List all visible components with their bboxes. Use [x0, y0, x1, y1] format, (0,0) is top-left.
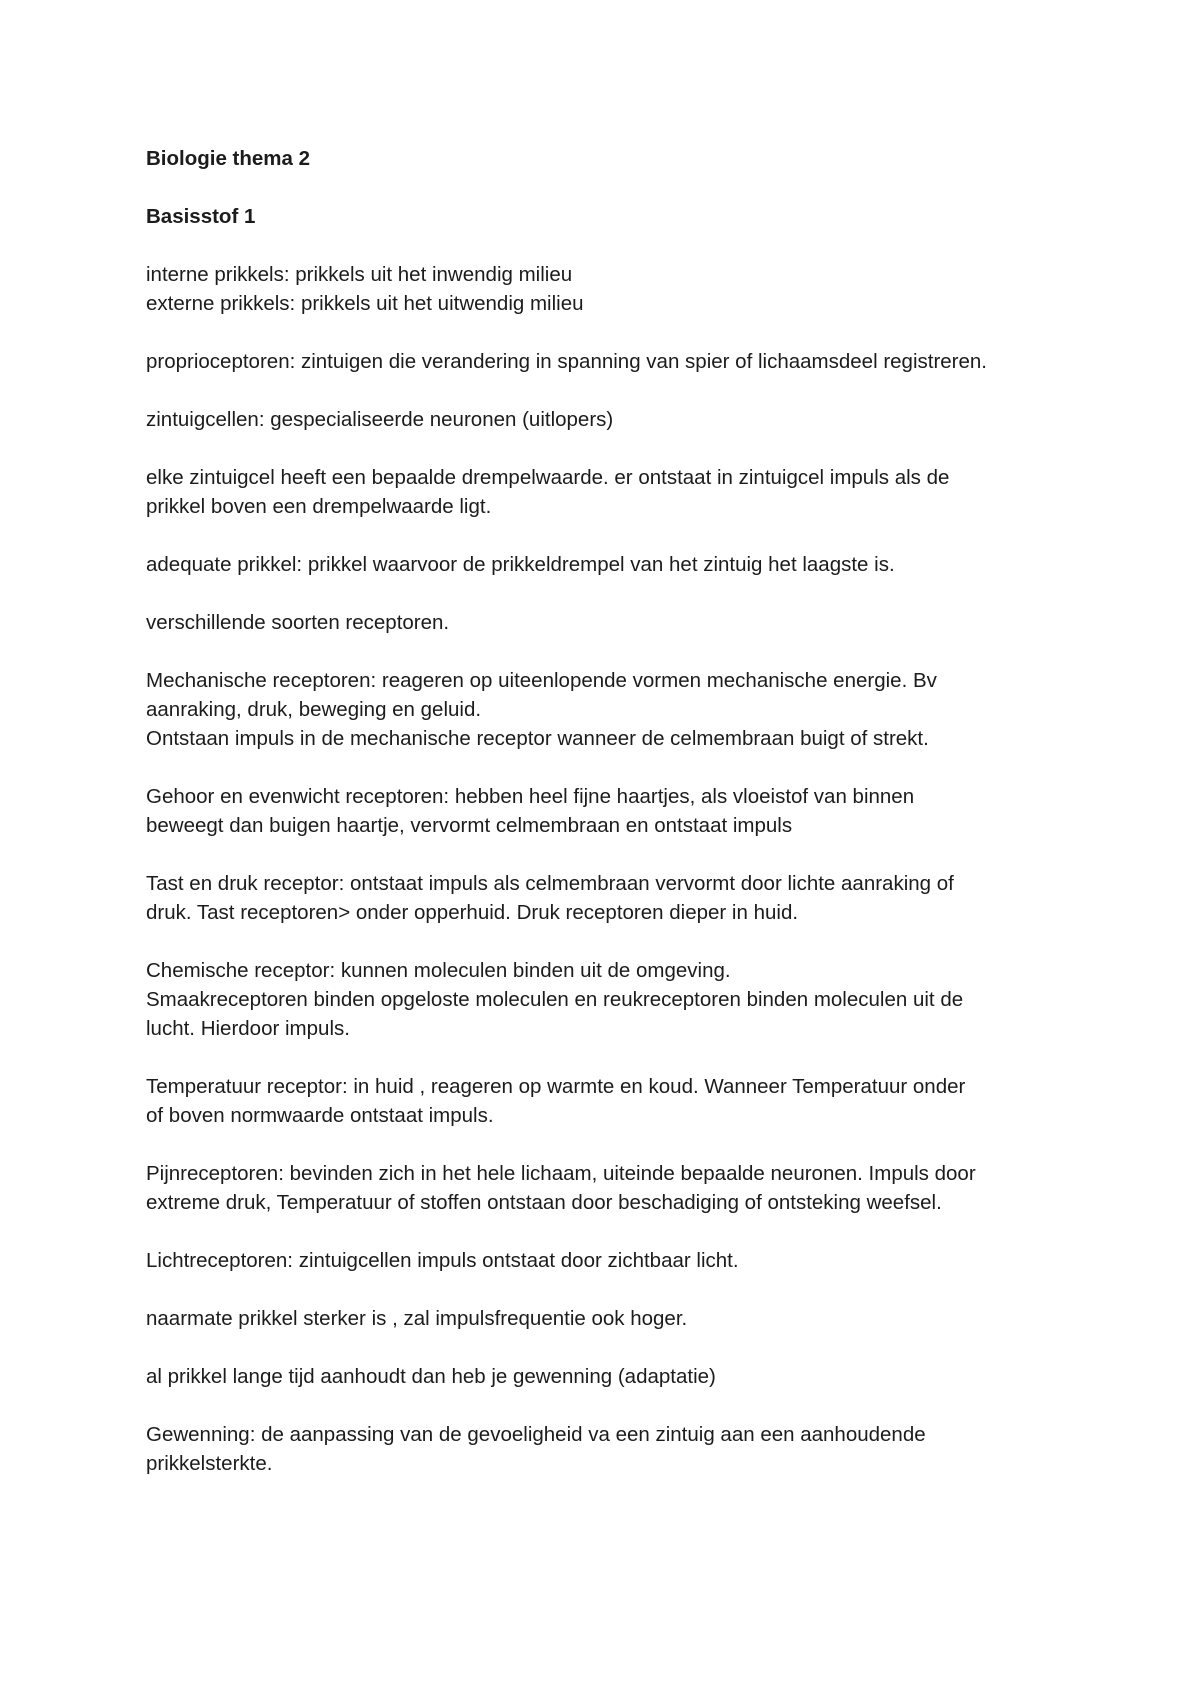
text-line: Temperatuur receptor: in huid , reageren op warmte en koud. Wanneer Temperatuur onder — [146, 1075, 966, 1098]
paragraph — [146, 463, 1086, 521]
text-line: Mechanische receptoren: reageren op uiteenlopende vormen mechanische energie. Bv — [146, 669, 937, 692]
text-line: lucht. Hierdoor impuls. — [146, 1017, 350, 1040]
text-line: prikkel boven een drempelwaarde ligt. — [146, 495, 492, 518]
text-line: Tast en druk receptor: ontstaat impuls als celmembraan vervormt door lichte aanraking of — [146, 872, 954, 895]
text-line: externe prikkels: prikkels uit het uitwendig milieu — [146, 292, 584, 315]
paragraph — [146, 1362, 1086, 1391]
paragraph — [146, 550, 1086, 579]
section-heading: Basisstof 1 — [146, 205, 256, 228]
paragraph — [146, 1072, 1086, 1130]
paragraph — [146, 1304, 1086, 1333]
text-line: aanraking, druk, beweging en geluid. — [146, 698, 482, 721]
text-line: al prikkel lange tijd aanhoudt dan heb je gewenning (adaptatie) — [146, 1365, 716, 1388]
paragraph — [146, 666, 1086, 753]
text-line: prikkelsterkte. — [146, 1452, 273, 1475]
document-body — [146, 260, 1086, 1478]
text-line: Gewenning: de aanpassing van de gevoeligheid va een zintuig aan een aanhoudende — [146, 1423, 926, 1446]
paragraph — [146, 347, 1086, 376]
text-line: Pijnreceptoren: bevinden zich in het hele lichaam, uiteinde bepaalde neuronen. Impuls door — [146, 1162, 976, 1185]
text-line: Lichtreceptoren: zintuigcellen impuls ontstaat door zichtbaar licht. — [146, 1249, 739, 1272]
text-line: proprioceptoren: zintuigen die verandering in spanning van spier of lichaamsdeel registreren. — [146, 350, 988, 373]
text-line: verschillende soorten receptoren. — [146, 611, 450, 634]
text-line: of boven normwaarde ontstaat impuls. — [146, 1104, 494, 1127]
paragraph — [146, 782, 1086, 840]
text-line: extreme druk, Temperatuur of stoffen ontstaan door beschadiging of ontsteking weefsel. — [146, 1191, 942, 1214]
text-line: druk. Tast receptoren> onder opperhuid. Druk receptoren dieper in huid. — [146, 901, 799, 924]
text-line: Gehoor en evenwicht receptoren: hebben heel fijne haartjes, als vloeistof van binnen — [146, 785, 915, 808]
text-line: adequate prikkel: prikkel waarvoor de prikkeldrempel van het zintuig het laagste is. — [146, 553, 895, 576]
document-title: Biologie thema 2 — [146, 147, 311, 170]
text-line: beweegt dan buigen haartje, vervormt celmembraan en ontstaat impuls — [146, 814, 793, 837]
paragraph — [146, 956, 1086, 1043]
paragraph — [146, 1246, 1086, 1275]
paragraph — [146, 608, 1086, 637]
paragraph — [146, 405, 1086, 434]
paragraph — [146, 1159, 1086, 1217]
text-line: naarmate prikkel sterker is , zal impulsfrequentie ook hoger. — [146, 1307, 688, 1330]
text-line: zintuigcellen: gespecialiseerde neuronen (uitlopers) — [146, 408, 614, 431]
text-line: elke zintuigcel heeft een bepaalde drempelwaarde. er ontstaat in zintuigcel impuls als de — [146, 466, 950, 489]
document-page — [146, 144, 1086, 1507]
text-line: Chemische receptor: kunnen moleculen binden uit de omgeving. — [146, 959, 731, 982]
text-line: Smaakreceptoren binden opgeloste moleculen en reukreceptoren binden moleculen uit de — [146, 988, 964, 1011]
text-line: Ontstaan impuls in de mechanische receptor wanneer de celmembraan buigt of strekt. — [146, 727, 929, 750]
paragraph — [146, 1420, 1086, 1478]
paragraph — [146, 260, 1086, 318]
text-line: interne prikkels: prikkels uit het inwendig milieu — [146, 263, 573, 286]
paragraph — [146, 869, 1086, 927]
